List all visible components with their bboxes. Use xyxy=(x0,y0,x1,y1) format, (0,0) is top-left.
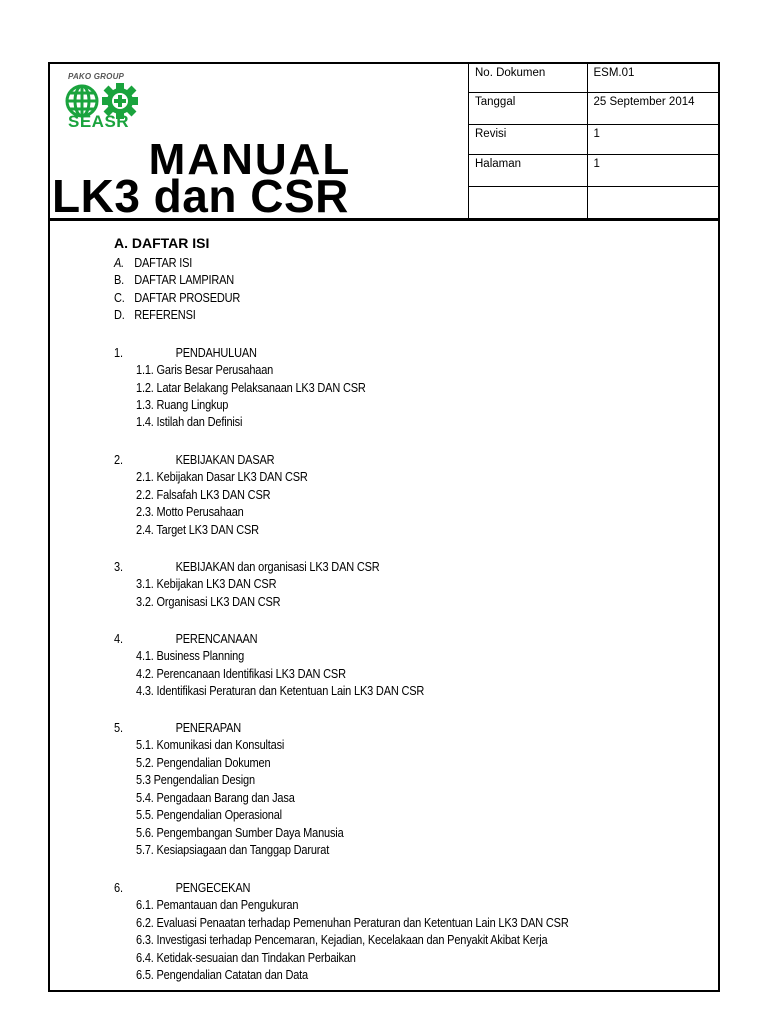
toc-subitem: 5.7. Kesiapsiagaan dan Tanggap Darurat xyxy=(136,843,330,857)
document-frame xyxy=(48,62,720,992)
toc-subitem: 5.6. Pengembangan Sumber Daya Manusia xyxy=(136,826,344,840)
toc-subitem: 2.3. Motto Perusahaan xyxy=(136,505,244,519)
meta-row xyxy=(469,186,718,218)
toc-section-title: 4. PERENCANAAN xyxy=(114,632,258,646)
toc-section-title: 5. PENERAPAN xyxy=(114,721,242,735)
toc-section-title: 3. KEBIJAKAN dan organisasi LK3 DAN CSR xyxy=(114,560,380,574)
meta-row xyxy=(469,64,718,92)
document-title-line1: MANUAL xyxy=(148,135,352,184)
meta-value: ESM.01 xyxy=(587,64,718,92)
meta-row xyxy=(469,124,718,154)
meta-row xyxy=(469,154,718,186)
toc-subitem: 6.5. Pengendalian Catatan dan Data xyxy=(136,968,308,982)
document-meta-table xyxy=(469,64,718,219)
toc-subitem: 6.1. Pemantauan dan Pengukuran xyxy=(136,898,299,912)
toc-subitem: 6.3. Investigasi terhadap Pencemaran, Kejadian, Kecelakaan dan Penyakit Akibat Kerja xyxy=(136,933,548,947)
toc-section-title: 2. KEBIJAKAN DASAR xyxy=(114,453,275,467)
brand-block xyxy=(50,64,469,218)
toc-subitem: 5.2. Pengendalian Dokumen xyxy=(136,756,271,770)
meta-label: No. Dokumen xyxy=(469,64,587,92)
toc-letter-item: C. DAFTAR PROSEDUR xyxy=(114,291,241,305)
toc-subitem: 2.2. Falsafah LK3 DAN CSR xyxy=(136,488,271,502)
toc-subitem: 6.2. Evaluasi Penaatan terhadap Pemenuhan Peraturan dan Ketentuan Lain LK3 DAN CSR xyxy=(136,916,569,930)
meta-label: Revisi xyxy=(469,124,587,154)
toc-subitem: 5.5. Pengendalian Operasional xyxy=(136,808,282,822)
meta-label xyxy=(469,186,587,218)
toc-subitem: 1.3. Ruang Lingkup xyxy=(136,398,229,412)
toc-subitem: 5.1. Komunikasi dan Konsultasi xyxy=(136,738,285,752)
toc-heading: A. DAFTAR ISI xyxy=(114,235,210,251)
toc-subitem: 3.2. Organisasi LK3 DAN CSR xyxy=(136,595,281,609)
toc-letter-item: A. DAFTAR ISI xyxy=(114,256,193,270)
document-header xyxy=(50,64,718,221)
toc-subitem: 1.1. Garis Besar Perusahaan xyxy=(136,363,274,377)
group-name: PAKO GROUP xyxy=(68,72,125,81)
meta-label: Tanggal xyxy=(469,92,587,124)
toc-letter-item: D. REFERENSI xyxy=(114,308,196,322)
toc-subitem: 5.4. Pengadaan Barang dan Jasa xyxy=(136,791,295,805)
toc-subitem: 1.2. Latar Belakang Pelaksanaan LK3 DAN CSR xyxy=(136,381,366,395)
toc-section-title: 1. PENDAHULUAN xyxy=(114,346,257,360)
meta-row xyxy=(469,92,718,124)
toc-letter-item: B. DAFTAR LAMPIRAN xyxy=(114,273,235,287)
toc-subitem: 2.1. Kebijakan Dasar LK3 DAN CSR xyxy=(136,470,308,484)
document-title-line2: LK3 dan CSR xyxy=(52,170,349,218)
toc-subitem: 3.1. Kebijakan LK3 DAN CSR xyxy=(136,577,277,591)
meta-value: 1 xyxy=(587,154,718,186)
toc-section-title: 6. PENGECEKAN xyxy=(114,881,251,895)
meta-label: Halaman xyxy=(469,154,587,186)
meta-value: 25 September 2014 xyxy=(587,92,718,124)
meta-value: 1 xyxy=(587,124,718,154)
toc-subitem: 1.4. Istilah dan Definisi xyxy=(136,415,243,429)
toc-subitem: 6.4. Ketidak-sesuaian dan Tindakan Perbaikan xyxy=(136,951,356,965)
toc-subitem: 5.3 Pengendalian Design xyxy=(136,773,255,787)
toc-subitem: 4.3. Identifikasi Peraturan dan Ketentuan Lain LK3 DAN CSR xyxy=(136,684,425,698)
logo-text: SEASR xyxy=(68,112,130,131)
toc-subitem: 4.1. Business Planning xyxy=(136,649,245,663)
toc-subitem: 4.2. Perencanaan Identifikasi LK3 DAN CSR xyxy=(136,667,346,681)
meta-value xyxy=(587,186,718,218)
toc-subitem: 2.4. Target LK3 DAN CSR xyxy=(136,523,259,537)
